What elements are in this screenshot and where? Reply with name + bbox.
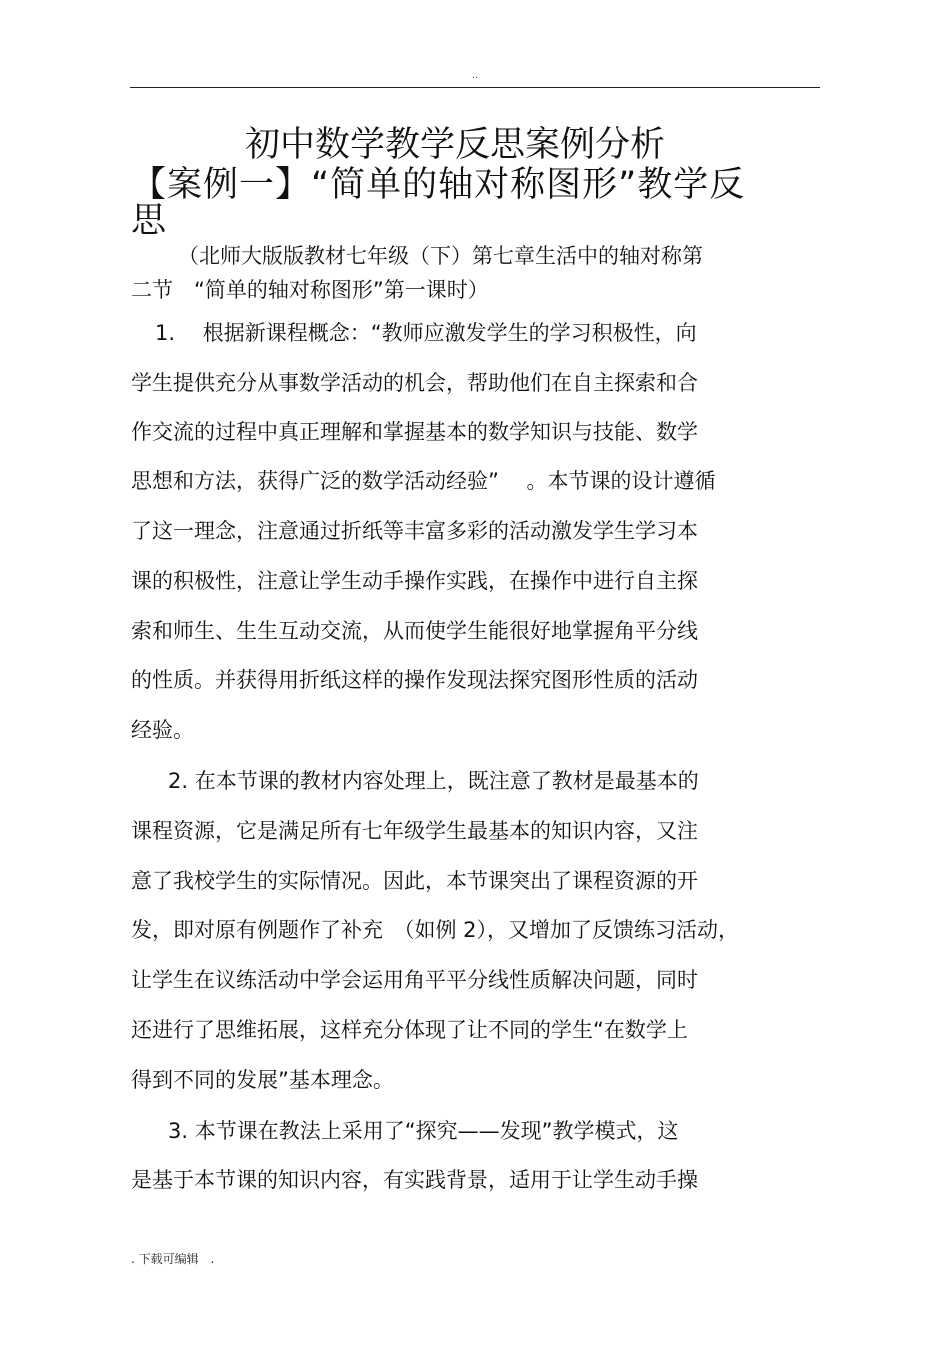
paragraph-1-line: 经验。: [131, 718, 194, 742]
paragraph-1-line: 学生提供充分从事数学活动的机会，帮助他们在自主探索和合: [131, 371, 698, 395]
paragraph-2-line: 课程资源，它是满足所有七年级学生最基本的知识内容，又注: [131, 819, 698, 843]
paragraph-3-line: 是基于本节课的知识内容，有实践背景，适用于让学生动手操: [131, 1168, 698, 1192]
header-rule: [130, 87, 820, 88]
paragraph-2-line: 得到不同的发展”基本理念。: [131, 1068, 394, 1092]
header-mark: ..: [471, 70, 479, 81]
paragraph-2-line: 还进行了思维拓展，这样充分体现了让不同的学生“在数学上: [131, 1018, 688, 1042]
paragraph-1-line: 了这一理念，注意通过折纸等丰富多彩的活动激发学生学习本: [131, 519, 698, 543]
paragraph-1-line: 课的积极性，注意让学生动手操作实践，在操作中进行自主探: [131, 569, 698, 593]
paragraph-1-line: 作交流的过程中真正理解和掌握基本的数学知识与技能、数学: [131, 420, 698, 444]
paragraph-3-line: 3. 本节课在教法上采用了“探究——发现”教学模式，这: [168, 1119, 679, 1143]
document-subtitle-continued: 思: [131, 201, 167, 241]
paragraph-2-line: 意了我校学生的实际情况。因此，本节课突出了课程资源的开: [131, 869, 698, 893]
paragraph-1-line: 的性质。并获得用折纸这样的操作发现法探究图形性质的活动: [131, 668, 698, 692]
paragraph-1-line: 1. 根据新课程概念：“教师应激发学生的学习积极性，向: [155, 321, 697, 345]
paragraph-1-line: 思想和方法，获得广泛的数学活动经验” 。本节课的设计遵循: [131, 469, 716, 493]
paragraph-1-line: 索和师生、生生互动交流，从而使学生能很好地掌握角平分线: [131, 619, 698, 643]
source-note-line-2: 二节 “简单的轴对称图形”第一课时）: [131, 278, 489, 302]
paragraph-2-line: 发，即对原有例题作了补充 （如例 2），又增加了反馈练习活动，: [131, 918, 740, 942]
document-subtitle: 【案例一】“简单的轴对称图形”教学反: [131, 165, 746, 205]
footer-note: . 下载可编辑 .: [131, 1252, 215, 1266]
paragraph-2-line: 让学生在议练活动中学会运用角平平分线性质解决问题，同时: [131, 968, 698, 992]
paragraph-2-line: 2. 在本节课的教材内容处理上，既注意了教材是最基本的: [168, 769, 699, 793]
source-note-line-1: （北师大版版教材七年级（下）第七章生活中的轴对称第: [178, 244, 703, 268]
document-title: 初中数学教学反思案例分析: [245, 125, 666, 165]
